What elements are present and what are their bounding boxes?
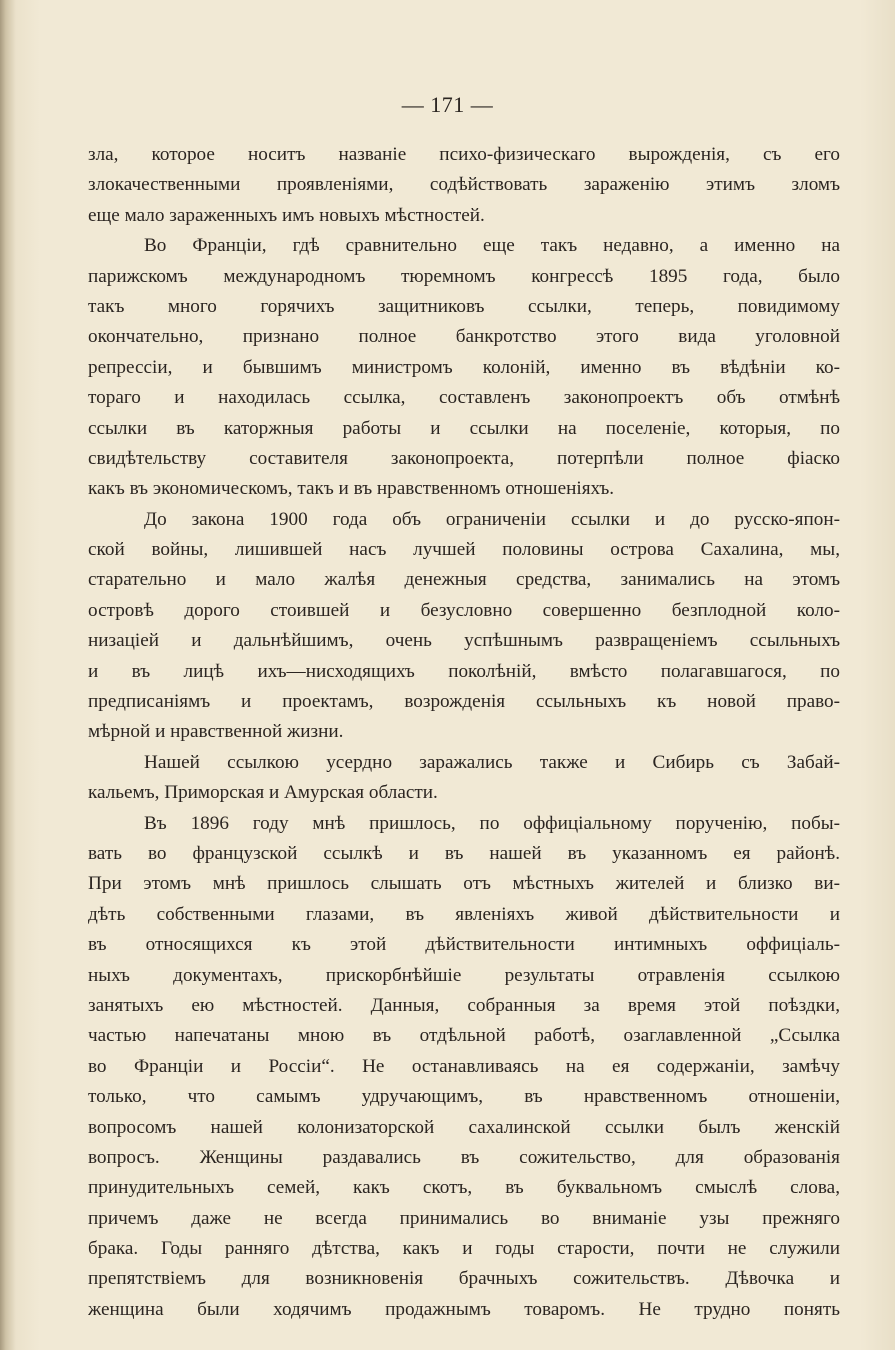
text-line: еще мало зараженныхъ имъ новыхъ мѣстностей. (88, 204, 485, 226)
text-line: злокачественными проявленіями, содѣйствовать зараженію этимъ зломъ (88, 174, 840, 196)
text-line: кальемъ, Приморская и Амурская области. (88, 782, 438, 804)
text-line: При этомъ мнѣ пришлось слышать отъ мѣстныхъ жителей и близко ви- (88, 873, 840, 895)
text-line: парижскомъ международномъ тюремномъ конгрессѣ 1895 года, было (88, 265, 840, 287)
page-number: — 171 — (401, 92, 494, 117)
text-line: такъ много горячихъ защитниковъ ссылки, теперь, повидимому (88, 295, 840, 317)
text-line: въ относящихся къ этой дѣйствительности интимныхъ оффиціаль- (88, 934, 840, 956)
text-line: старательно и мало жалѣя денежныя средства, занимались на этомъ (88, 569, 840, 591)
text-line: только, что самымъ удручающимъ, въ нравственномъ отношеніи, (88, 1086, 840, 1108)
text-line: свидѣтельству составителя законопроекта, потерпѣли полное фіаско (88, 447, 840, 469)
text-line: дѣть собственными глазами, въ явленіяхъ живой дѣйствительности и (88, 903, 840, 925)
text-line: препятствіемъ для возникновенія брачныхъ сожительствъ. Дѣвочка и (88, 1268, 840, 1290)
text-line: какъ въ экономическомъ, такъ и въ нравственномъ отношеніяхъ. (88, 478, 615, 500)
text-line: низаціей и дальнѣйшимъ, очень успѣшнымъ развращеніемъ ссыльныхъ (88, 630, 840, 652)
text-line: До закона 1900 года объ ограниченіи ссылки и до русско-япон- (144, 508, 840, 530)
text-line: частью напечатаны мною въ отдѣльной работѣ, озаглавленной „Ссылка (88, 1025, 840, 1047)
text-line: принудительныхъ семей, какъ скотъ, въ буквальномъ смыслѣ слова, (88, 1177, 840, 1199)
text-line: мѣрной и нравственной жизни. (88, 721, 344, 743)
text-line: ныхъ документахъ, прискорбнѣйшіе результаты отравленія ссылкою (88, 964, 840, 986)
text-line: брака. Годы ранняго дѣтства, какъ и годы старости, почти не служили (88, 1238, 840, 1260)
text-line: репрессіи, и бывшимъ министромъ колоній, именно въ вѣдѣніи ко- (88, 356, 840, 378)
text-line: ской войны, лишившей насъ лучшей половины острова Сахалина, мы, (88, 539, 840, 561)
text-line: зла, которое носитъ названіе психо-физическаго вырожденія, съ его (88, 144, 840, 165)
text-line: женщина были ходячимъ продажнымъ товаромъ. Не трудно понять (88, 1298, 840, 1320)
text-line: причемъ даже не всегда принимались во вниманіе узы прежняго (88, 1207, 840, 1229)
text-line: ссылки въ каторжныя работы и ссылки на поселеніе, которыя, по (88, 417, 840, 439)
text-line: занятыхъ ею мѣстностей. Данныя, собранныя за время этой поѣздки, (88, 994, 840, 1016)
text-line: и въ лицѣ ихъ—нисходящихъ поколѣній, вмѣсто полагавшагося, по (88, 660, 840, 682)
text-line: тораго и находилась ссылка, составленъ законопроектъ объ отмѣнѣ (88, 387, 840, 409)
text-line: предписаніямъ и проектамъ, возрожденія ссыльныхъ къ новой право- (88, 691, 840, 713)
text-line: островѣ дорого стоившей и безусловно совершенно безплодной коло- (88, 599, 840, 621)
text-line: вопросъ. Женщины раздавались въ сожительство, для образованія (88, 1146, 840, 1168)
text-line: окончательно, признано полное банкротство этого вида уголовной (88, 326, 840, 348)
text-line: Въ 1896 году мнѣ пришлось, по оффиціальному порученію, побы- (144, 812, 840, 834)
text-line: во Франціи и Россіи“. Не останавливаясь на ея содержаніи, замѣчу (88, 1055, 840, 1077)
text-line: Нашей ссылкою усердно заражались также и Сибирь съ Забай- (144, 751, 840, 773)
text-line: вопросомъ нашей колонизаторской сахалинской ссылки былъ женскій (88, 1116, 840, 1138)
text-line: Во Франціи, гдѣ сравнительно еще такъ недавно, а именно на (144, 235, 840, 257)
page-text (88, 140, 840, 1325)
text-line: вать во французской ссылкѣ и въ нашей въ указанномъ ея районѣ. (88, 842, 840, 864)
